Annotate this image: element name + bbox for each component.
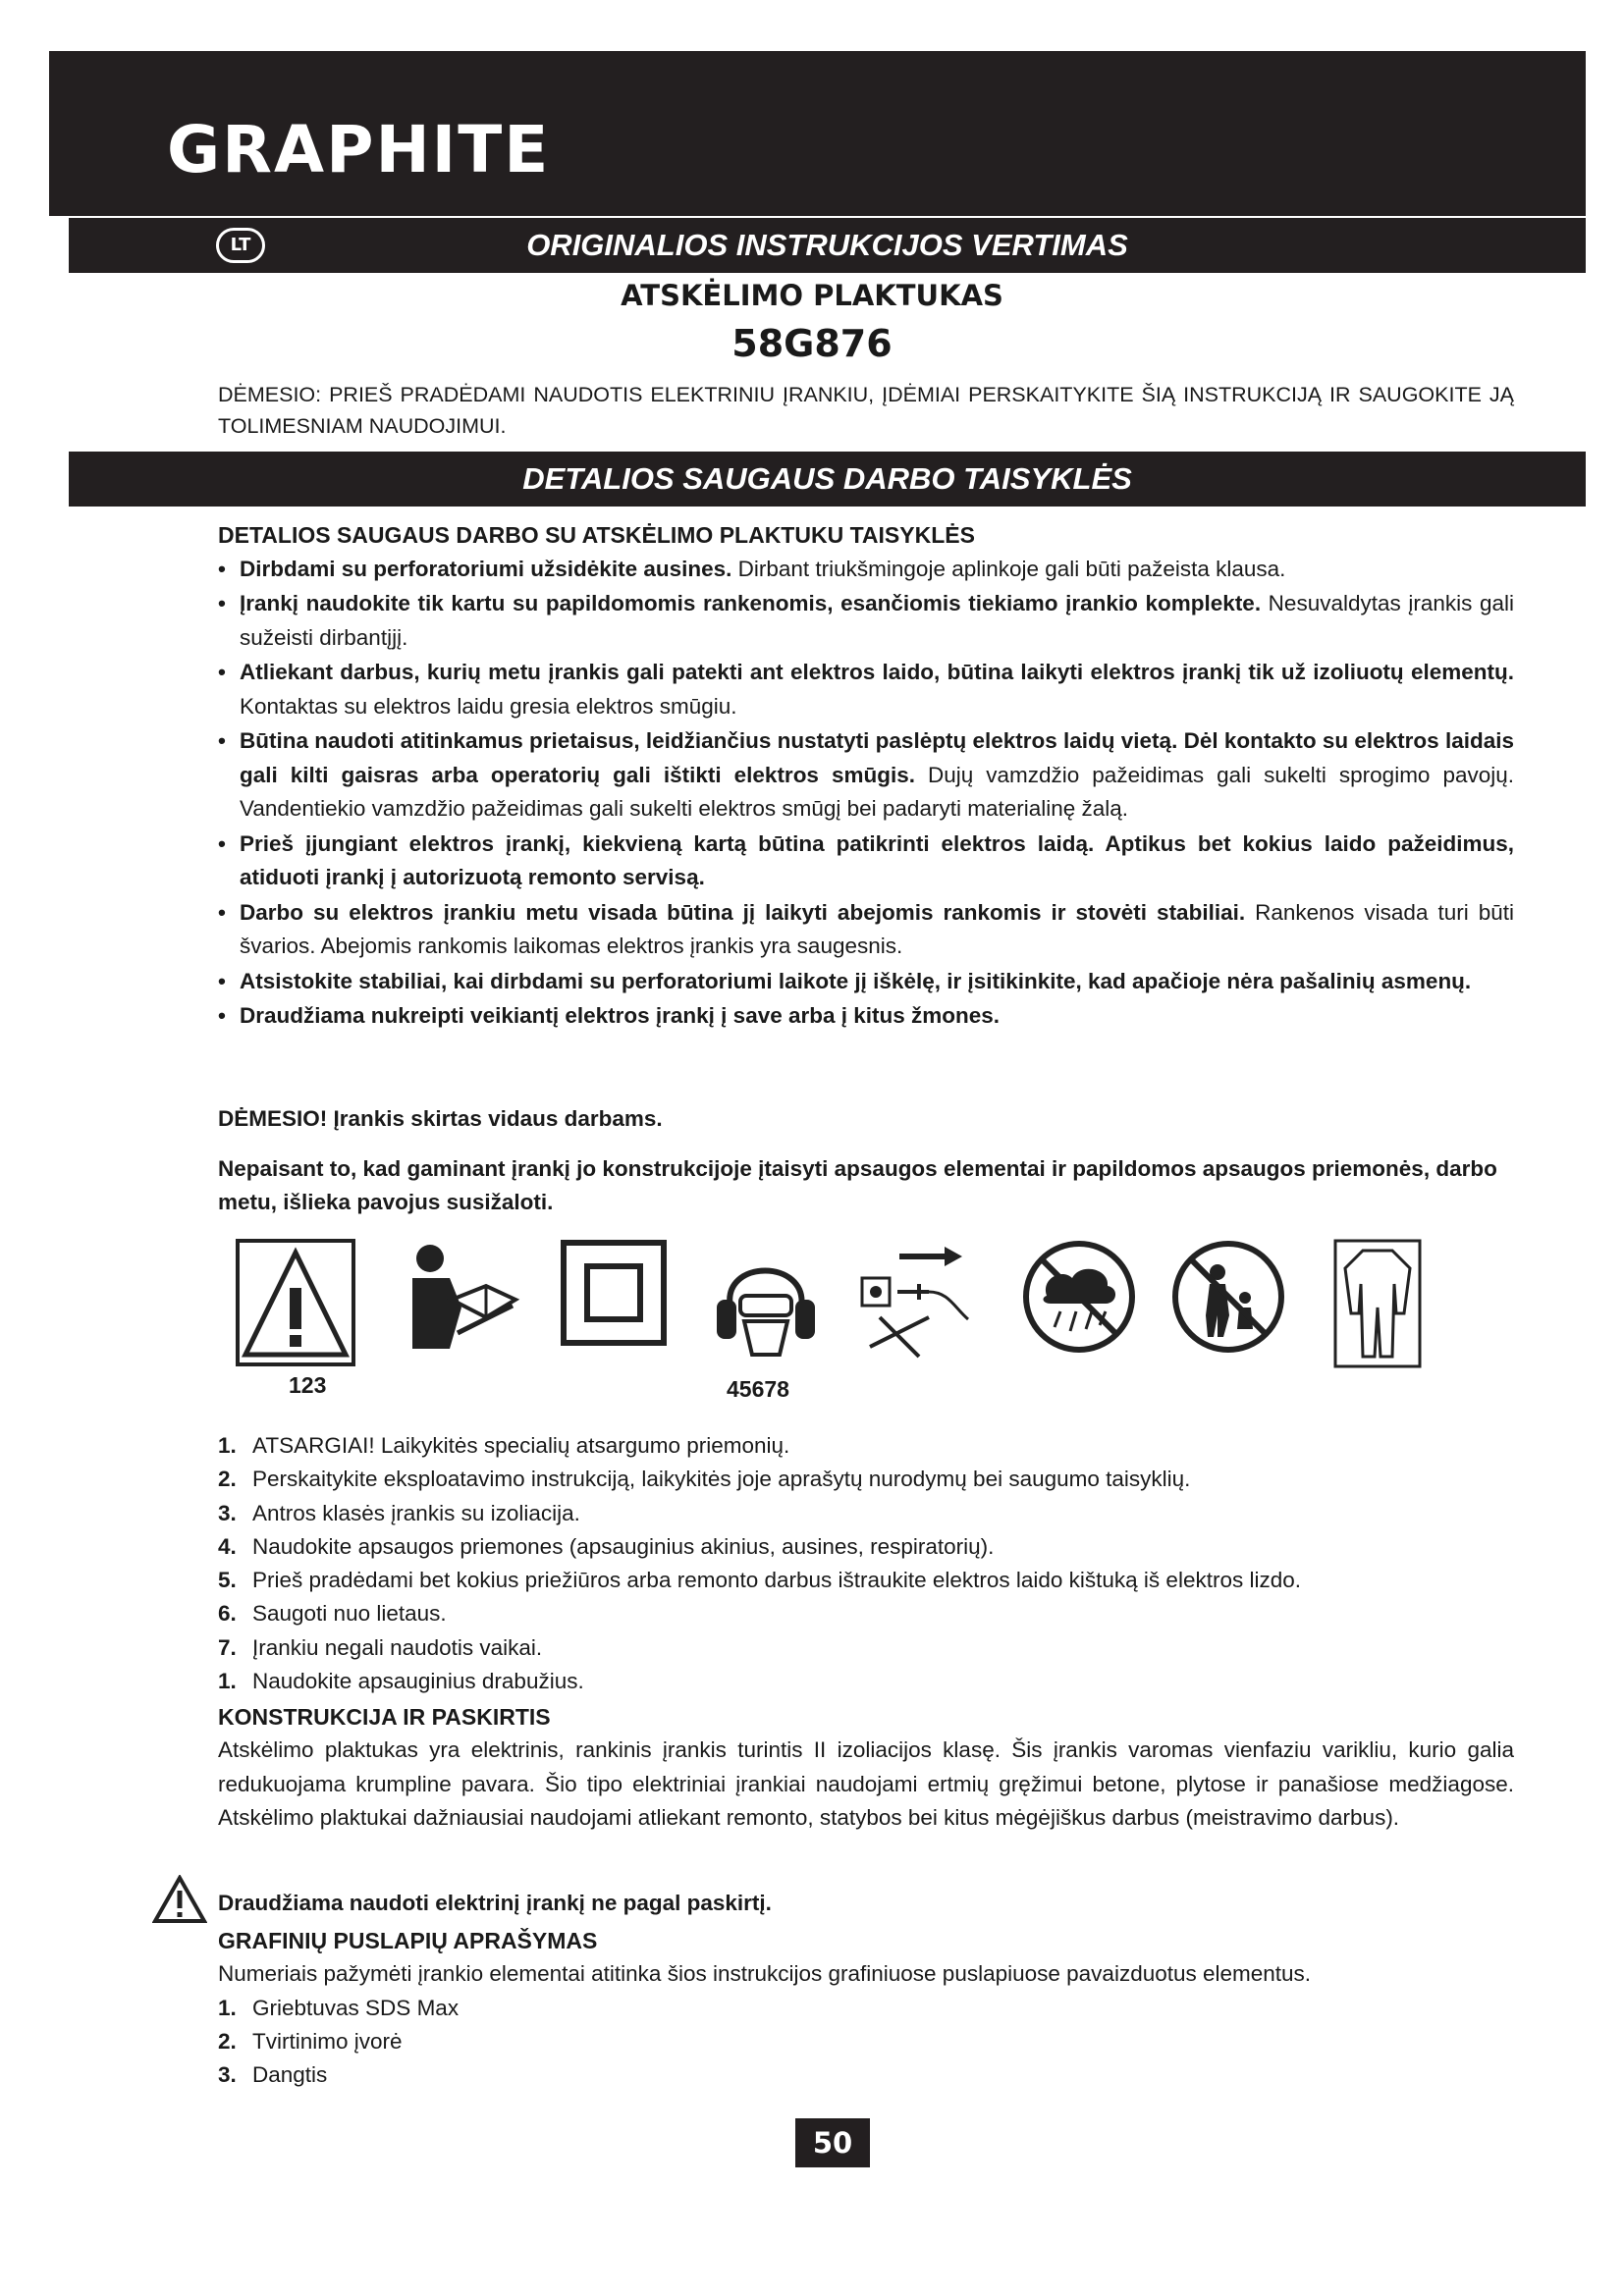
list-item: 1. ATSARGIAI! Laikykitės specialių atsargumo priemonių.	[218, 1433, 790, 1458]
list-item: • Įrankį naudokite tik kartu su papildomomis rankenomis, esančiomis tiekiamo įrankio komplekte. Nesuvaldytas įrankis gali sužeisti dirbantįjį.	[218, 587, 1514, 655]
safety-bar	[69, 452, 1586, 507]
intro-warning: DĖMESIO: PRIEŠ PRADĖDAMI NAUDOTIS ELEKTRINIU ĮRANKIU, ĮDĖMIAI PERSKAITYKITE ŠIĄ INSTRUKCIJĄ IR SAUGOKITE JĄ TOLIMESNIAM NAUDOJIMUI.	[218, 383, 1514, 438]
title-bar	[69, 218, 1586, 273]
residual-risk-note: Nepaisant to, kad gaminant įrankį jo konstrukcijoje įtaisyti apsaugos elementai ir papildomos apsaugos priemonės, darbo metu, išlieka pavojus susižaloti.	[218, 1156, 1497, 1214]
warning-triangle-icon	[236, 1239, 355, 1366]
icon-label-123: 123	[289, 1372, 327, 1398]
title-bar-text: ORIGINALIOS INSTRUKCIJOS VERTIMAS	[526, 228, 1128, 262]
list-item: 4. Naudokite apsaugos priemones (apsauginius akinius, ausines, respiratorių).	[218, 1533, 995, 1559]
list-item: 3. Dangtis	[218, 2062, 328, 2088]
list-item: • Būtina naudoti atitinkamus prietaisus, leidžiančius nustatyti paslėptų elektros laidų vietą. Dėl kontakto su elektros laidais gali kilti gaisras arba operatorių gali ištikti elektros smūgis. Dujų vamzdžio pažeidimas gali sukelti sprogimo pavojų. Vandentiekio vamzdžio pažeidimas gali sukelti elektros smūgį bei padaryti materialinę žalą.	[218, 724, 1514, 827]
list-item: • Prieš įjungiant elektros įrankį, kiekvieną kartą būtina patikrinti elektros laidą. Aptikus bet kokius laido pažeidimus, atiduoti įrankį į autorizuotą remonto servisą.	[218, 828, 1514, 895]
protective-clothing-icon	[1333, 1239, 1422, 1368]
list-item: • Darbo su elektros įrankiu metu visada būtina jį laikyti abejomis rankomis ir stovėti stabiliai. Rankenos visada turi būti švarios. Abejomis rankomis laikomas elektros įrankis yra saugesnis.	[218, 896, 1514, 964]
symbol-list	[218, 1429, 1514, 1698]
safety-icons	[236, 1239, 1453, 1402]
construction-text: Atskėlimo plaktukas yra elektrinis, rankinis įrankis turintis II izoliacijos klasę. Šis įrankis varomas vienfaziu varikliu, kurio galia redukuojama krumpline pavara. Šio tipo elektriniai įrankiai naudojami ertmių gręžimui betone, plytose ir panašiose medžiagose. Atskėlimo plaktukai dažniausiai naudojami atliekant remonto, statybos bei kitus mėgėjiškus darbus (meistravimo darbus).	[218, 1737, 1514, 1830]
graphics-section	[218, 1924, 1514, 2092]
safety-heading: DETALIOS SAUGAUS DARBO SU ATSKĖLIMO PLAKTUKU TAISYKLĖS	[218, 522, 975, 548]
safety-bar-text: DETALIOS SAUGAUS DARBO TAISYKLĖS	[522, 461, 1132, 496]
list-item: 2. Tvirtinimo įvorė	[218, 2028, 403, 2054]
list-item: 2. Perskaitykite eksploatavimo instrukciją, laikykitės joje aprašytų nurodymų bei saugumo taisyklių.	[218, 1467, 1191, 1492]
list-item: • Dirbdami su perforatoriumi užsidėkite ausines. Dirbant triukšmingoje aplinkoje gali būti pažeista klausa.	[218, 553, 1514, 587]
list-item: • Atsistokite stabiliai, kai dirbdami su perforatoriumi laikote jį iškėlę, ir įsitikinkite, kad apačioje nėra pašalinių asmenų.	[218, 965, 1514, 999]
safety-rules	[218, 518, 1514, 1035]
read-manual-icon	[403, 1239, 520, 1357]
list-item: 1. Naudokite apsauginius drabužius.	[218, 1669, 584, 1694]
list-item: 5. Prieš pradėdami bet kokius priežiūros arba remonto darbus ištraukite elektros laido kištuką iš elektros lizdo.	[218, 1568, 1301, 1593]
no-children-icon	[1170, 1239, 1286, 1355]
misuse-warning: Draudžiama naudoti elektrinį įrankį ne pagal paskirtį.	[218, 1891, 772, 1915]
icon-label-45678: 45678	[727, 1376, 789, 1402]
warning-triangle-icon	[152, 1875, 207, 1924]
protective-gear-icon	[711, 1239, 821, 1366]
product-name: ATSKĖLIMO PLAKTUKAS	[621, 279, 1003, 312]
list-item: • Atliekant darbus, kurių metu įrankis gali patekti ant elektros laido, būtina laikyti elektros įrankį tik už izoliuotų elementų. Kontaktas su elektros laidu gresia elektros smūgiu.	[218, 656, 1514, 723]
model-number: 58G876	[731, 322, 893, 365]
indoor-note: DĖMESIO! Įrankis skirtas vidaus darbams.	[218, 1106, 663, 1131]
list-item: • Draudžiama nukreipti veikiantį elektros įrankį į save arba į kitus žmones.	[218, 999, 1514, 1034]
brand-logo: GRAPHITE	[167, 112, 551, 187]
graphics-text: Numeriais pažymėti įrankio elementai atitinka šios instrukcijos grafiniuose puslapiuose pavaizduotus elementus.	[218, 1961, 1312, 1987]
unplug-icon	[860, 1239, 976, 1366]
language-badge: LT	[216, 228, 265, 263]
graphics-heading: GRAFINIŲ PUSLAPIŲ APRAŠYMAS	[218, 1928, 598, 1953]
construction-section	[218, 1700, 1514, 1835]
no-rain-icon	[1021, 1239, 1137, 1355]
page-number: 50	[795, 2118, 870, 2167]
list-item: 6. Saugoti nuo lietaus.	[218, 1601, 447, 1627]
class-ii-insulation-icon	[560, 1239, 668, 1347]
list-item: 1. Griebtuvas SDS Max	[218, 1995, 460, 2020]
list-item: 3. Antros klasės įrankis su izoliacija.	[218, 1500, 580, 1525]
list-item: 7. Įrankiu negali naudotis vaikai.	[218, 1634, 543, 1660]
construction-heading: KONSTRUKCIJA IR PASKIRTIS	[218, 1704, 551, 1730]
